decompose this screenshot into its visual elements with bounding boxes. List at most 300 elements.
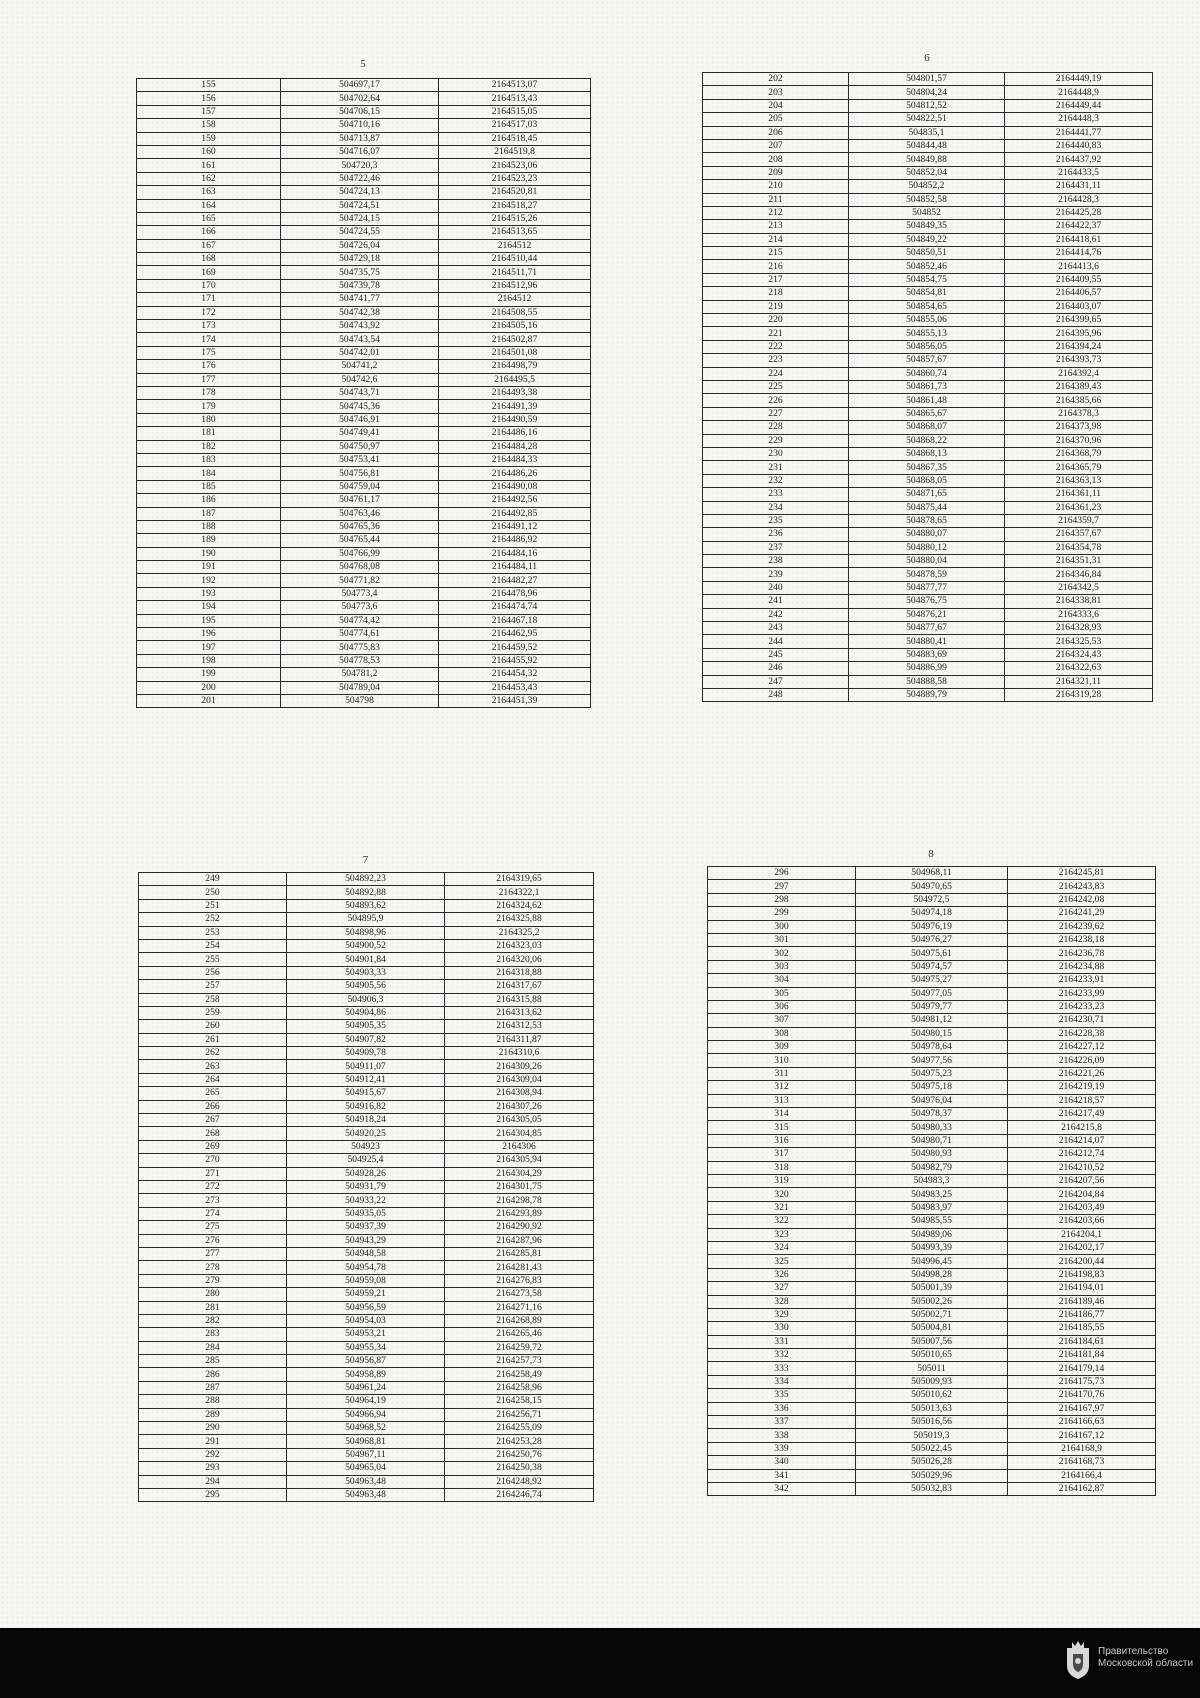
point-number-cell: 330 [708, 1322, 856, 1335]
point-number-cell: 314 [708, 1108, 856, 1121]
y-coordinate-cell: 2164306 [445, 1140, 594, 1153]
y-coordinate-cell: 2164361,23 [1005, 501, 1153, 514]
point-number-cell: 197 [137, 641, 281, 654]
table-row [703, 541, 1153, 554]
x-coordinate-cell: 504854,75 [849, 273, 1005, 286]
point-number-cell: 196 [137, 628, 281, 641]
y-coordinate-cell: 2164175,73 [1008, 1375, 1156, 1388]
table-row [139, 1408, 594, 1421]
x-coordinate-cell: 504724,15 [281, 212, 439, 225]
table-row [703, 153, 1153, 166]
point-number-cell: 186 [137, 494, 281, 507]
y-coordinate-cell: 2164518,27 [439, 199, 591, 212]
point-number-cell: 224 [703, 367, 849, 380]
point-number-cell: 298 [708, 893, 856, 906]
table-row [137, 480, 591, 493]
table-row [703, 447, 1153, 460]
point-number-cell: 305 [708, 987, 856, 1000]
y-coordinate-cell: 2164268,89 [445, 1314, 594, 1327]
y-coordinate-cell: 2164204,84 [1008, 1188, 1156, 1201]
table-row [137, 561, 591, 574]
x-coordinate-cell: 504943,29 [287, 1234, 445, 1247]
y-coordinate-cell: 2164359,7 [1005, 514, 1153, 527]
x-coordinate-cell: 505010,65 [856, 1349, 1008, 1362]
y-coordinate-cell: 2164287,96 [445, 1234, 594, 1247]
point-number-cell: 215 [703, 247, 849, 260]
table-row [139, 1033, 594, 1046]
table-row [708, 1094, 1156, 1107]
x-coordinate-cell: 505010,62 [856, 1389, 1008, 1402]
table-row [137, 306, 591, 319]
x-coordinate-cell: 505019,3 [856, 1429, 1008, 1442]
x-coordinate-cell: 504761,17 [281, 494, 439, 507]
x-coordinate-cell: 504855,13 [849, 327, 1005, 340]
point-number-cell: 242 [703, 608, 849, 621]
point-number-cell: 276 [139, 1234, 287, 1247]
y-coordinate-cell: 2164214,07 [1008, 1134, 1156, 1147]
table-row [139, 1073, 594, 1086]
point-number-cell: 156 [137, 92, 281, 105]
y-coordinate-cell: 2164440,83 [1005, 139, 1153, 152]
x-coordinate-cell: 505001,39 [856, 1282, 1008, 1295]
x-coordinate-cell: 504750,97 [281, 440, 439, 453]
y-coordinate-cell: 2164484,33 [439, 453, 591, 466]
x-coordinate-cell: 504778,53 [281, 654, 439, 667]
point-number-cell: 283 [139, 1328, 287, 1341]
y-coordinate-cell: 2164217,49 [1008, 1108, 1156, 1121]
x-coordinate-cell: 504878,59 [849, 568, 1005, 581]
y-coordinate-cell: 2164515,05 [439, 105, 591, 118]
x-coordinate-cell: 504774,42 [281, 614, 439, 627]
point-number-cell: 311 [708, 1067, 856, 1080]
point-number-cell: 182 [137, 440, 281, 453]
x-coordinate-cell: 504880,41 [849, 635, 1005, 648]
point-number-cell: 178 [137, 386, 281, 399]
table-row [703, 608, 1153, 621]
table-row [703, 514, 1153, 527]
table-row [137, 467, 591, 480]
table-row [139, 953, 594, 966]
table-row [703, 354, 1153, 367]
point-number-cell: 210 [703, 180, 849, 193]
table-row [137, 601, 591, 614]
y-coordinate-cell: 2164315,88 [445, 993, 594, 1006]
point-number-cell: 231 [703, 461, 849, 474]
point-number-cell: 227 [703, 407, 849, 420]
table-row [139, 1140, 594, 1153]
table-row [703, 380, 1153, 393]
point-number-cell: 239 [703, 568, 849, 581]
x-coordinate-cell: 504920,25 [287, 1127, 445, 1140]
point-number-cell: 307 [708, 1014, 856, 1027]
table-row [703, 675, 1153, 688]
page-6-block [702, 52, 1152, 752]
point-number-cell: 278 [139, 1261, 287, 1274]
x-coordinate-cell: 504710,16 [281, 119, 439, 132]
table-row [703, 273, 1153, 286]
y-coordinate-cell: 2164354,78 [1005, 541, 1153, 554]
point-number-cell: 249 [139, 873, 287, 886]
table-row [139, 1207, 594, 1220]
x-coordinate-cell: 504876,75 [849, 595, 1005, 608]
table-row [139, 913, 594, 926]
point-number-cell: 218 [703, 287, 849, 300]
point-number-cell: 256 [139, 966, 287, 979]
y-coordinate-cell: 2164449,44 [1005, 99, 1153, 112]
y-coordinate-cell: 2164204,1 [1008, 1228, 1156, 1241]
x-coordinate-cell: 504781,2 [281, 668, 439, 681]
table-row [137, 614, 591, 627]
page-number: 7 [362, 854, 369, 866]
x-coordinate-cell: 504822,51 [849, 113, 1005, 126]
point-number-cell: 194 [137, 601, 281, 614]
y-coordinate-cell: 2164363,13 [1005, 474, 1153, 487]
x-coordinate-cell: 504801,57 [849, 73, 1005, 86]
table-row [139, 1060, 594, 1073]
point-number-cell: 324 [708, 1241, 856, 1254]
table-row [137, 520, 591, 533]
y-coordinate-cell: 2164258,15 [445, 1395, 594, 1408]
y-coordinate-cell: 2164418,61 [1005, 233, 1153, 246]
x-coordinate-cell: 504861,73 [849, 380, 1005, 393]
x-coordinate-cell: 504892,88 [287, 886, 445, 899]
table-row [139, 1114, 594, 1127]
point-number-cell: 303 [708, 960, 856, 973]
point-number-cell: 161 [137, 159, 281, 172]
y-coordinate-cell: 2164510,44 [439, 253, 591, 266]
point-number-cell: 280 [139, 1288, 287, 1301]
y-coordinate-cell: 2164250,38 [445, 1462, 594, 1475]
table-row [137, 547, 591, 560]
y-coordinate-cell: 2164373,98 [1005, 421, 1153, 434]
point-number-cell: 333 [708, 1362, 856, 1375]
x-coordinate-cell: 504743,54 [281, 333, 439, 346]
point-number-cell: 205 [703, 113, 849, 126]
table-row [139, 1180, 594, 1193]
y-coordinate-cell: 2164490,59 [439, 413, 591, 426]
point-number-cell: 320 [708, 1188, 856, 1201]
x-coordinate-cell: 504904,86 [287, 1006, 445, 1019]
point-number-cell: 173 [137, 320, 281, 333]
table-row [139, 1087, 594, 1100]
table-row [703, 635, 1153, 648]
table-row [139, 1234, 594, 1247]
y-coordinate-cell: 2164290,92 [445, 1221, 594, 1234]
table-row [708, 1027, 1156, 1040]
point-number-cell: 273 [139, 1194, 287, 1207]
table-row [708, 1469, 1156, 1482]
x-coordinate-cell: 504753,41 [281, 453, 439, 466]
point-number-cell: 316 [708, 1134, 856, 1147]
y-coordinate-cell: 2164255,09 [445, 1422, 594, 1435]
table-row [137, 413, 591, 426]
y-coordinate-cell: 2164179,14 [1008, 1362, 1156, 1375]
x-coordinate-cell: 504844,48 [849, 139, 1005, 152]
y-coordinate-cell: 2164517,03 [439, 119, 591, 132]
point-number-cell: 170 [137, 279, 281, 292]
point-number-cell: 181 [137, 427, 281, 440]
x-coordinate-cell: 504907,82 [287, 1033, 445, 1046]
x-coordinate-cell: 504925,4 [287, 1154, 445, 1167]
y-coordinate-cell: 2164271,16 [445, 1301, 594, 1314]
x-coordinate-cell: 504868,07 [849, 421, 1005, 434]
point-number-cell: 323 [708, 1228, 856, 1241]
x-coordinate-cell: 504854,65 [849, 300, 1005, 313]
x-coordinate-cell: 504720,3 [281, 159, 439, 172]
y-coordinate-cell: 2164309,04 [445, 1073, 594, 1086]
x-coordinate-cell: 504852,2 [849, 180, 1005, 193]
table-row [139, 993, 594, 1006]
point-number-cell: 237 [703, 541, 849, 554]
y-coordinate-cell: 2164285,81 [445, 1247, 594, 1260]
x-coordinate-cell: 505004,81 [856, 1322, 1008, 1335]
x-coordinate-cell: 504976,19 [856, 920, 1008, 933]
y-coordinate-cell: 2164238,18 [1008, 933, 1156, 946]
y-coordinate-cell: 2164218,57 [1008, 1094, 1156, 1107]
point-number-cell: 240 [703, 581, 849, 594]
x-coordinate-cell: 504958,89 [287, 1368, 445, 1381]
x-coordinate-cell: 504871,65 [849, 488, 1005, 501]
x-coordinate-cell: 504759,04 [281, 480, 439, 493]
x-coordinate-cell: 504855,06 [849, 314, 1005, 327]
table-row [139, 1368, 594, 1381]
y-coordinate-cell: 2164230,71 [1008, 1014, 1156, 1027]
table-row [703, 327, 1153, 340]
table-row [703, 193, 1153, 206]
x-coordinate-cell: 504909,78 [287, 1047, 445, 1060]
table-row [139, 1247, 594, 1260]
y-coordinate-cell: 2164310,6 [445, 1047, 594, 1060]
y-coordinate-cell: 2164168,73 [1008, 1456, 1156, 1469]
x-coordinate-cell: 505011 [856, 1362, 1008, 1375]
table-row [139, 1381, 594, 1394]
x-coordinate-cell: 504742,01 [281, 346, 439, 359]
table-row [703, 407, 1153, 420]
x-coordinate-cell: 504983,97 [856, 1201, 1008, 1214]
point-number-cell: 184 [137, 467, 281, 480]
point-number-cell: 158 [137, 119, 281, 132]
table-row [708, 1067, 1156, 1080]
table-row [137, 92, 591, 105]
y-coordinate-cell: 2164333,6 [1005, 608, 1153, 621]
y-coordinate-cell: 2164228,38 [1008, 1027, 1156, 1040]
table-row [137, 119, 591, 132]
table-row [708, 1134, 1156, 1147]
x-coordinate-cell: 504981,12 [856, 1014, 1008, 1027]
y-coordinate-cell: 2164167,12 [1008, 1429, 1156, 1442]
x-coordinate-cell: 504905,56 [287, 980, 445, 993]
point-number-cell: 296 [708, 867, 856, 880]
table-row [139, 1475, 594, 1488]
coordinates-table [702, 72, 1153, 702]
x-coordinate-cell: 504868,05 [849, 474, 1005, 487]
table-row [137, 628, 591, 641]
x-coordinate-cell: 504977,05 [856, 987, 1008, 1000]
table-row [708, 1108, 1156, 1121]
x-coordinate-cell: 504983,25 [856, 1188, 1008, 1201]
point-number-cell: 252 [139, 913, 287, 926]
y-coordinate-cell: 2164393,73 [1005, 354, 1153, 367]
x-coordinate-cell: 504739,78 [281, 279, 439, 292]
point-number-cell: 247 [703, 675, 849, 688]
x-coordinate-cell: 504888,58 [849, 675, 1005, 688]
point-number-cell: 183 [137, 453, 281, 466]
y-coordinate-cell: 2164491,39 [439, 400, 591, 413]
x-coordinate-cell: 504716,07 [281, 145, 439, 158]
y-coordinate-cell: 2164215,8 [1008, 1121, 1156, 1134]
y-coordinate-cell: 2164451,39 [439, 694, 591, 707]
y-coordinate-cell: 2164189,46 [1008, 1295, 1156, 1308]
point-number-cell: 213 [703, 220, 849, 233]
y-coordinate-cell: 2164361,11 [1005, 488, 1153, 501]
point-number-cell: 291 [139, 1435, 287, 1448]
y-coordinate-cell: 2164281,43 [445, 1261, 594, 1274]
point-number-cell: 322 [708, 1215, 856, 1228]
x-coordinate-cell: 504724,55 [281, 226, 439, 239]
coat-of-arms-icon [1064, 1640, 1092, 1680]
y-coordinate-cell: 2164234,88 [1008, 960, 1156, 973]
y-coordinate-cell: 2164523,06 [439, 159, 591, 172]
table-row [708, 1362, 1156, 1375]
table-row [703, 139, 1153, 152]
point-number-cell: 261 [139, 1033, 287, 1046]
table-row [137, 574, 591, 587]
point-number-cell: 207 [703, 139, 849, 152]
coordinates-table [136, 78, 591, 708]
x-coordinate-cell: 504906,3 [287, 993, 445, 1006]
y-coordinate-cell: 2164304,85 [445, 1127, 594, 1140]
point-number-cell: 254 [139, 939, 287, 952]
x-coordinate-cell: 504905,35 [287, 1020, 445, 1033]
table-row [708, 1456, 1156, 1469]
x-coordinate-cell: 504980,33 [856, 1121, 1008, 1134]
table-row [708, 907, 1156, 920]
y-coordinate-cell: 2164226,09 [1008, 1054, 1156, 1067]
point-number-cell: 299 [708, 907, 856, 920]
point-number-cell: 289 [139, 1408, 287, 1421]
x-coordinate-cell: 504967,11 [287, 1448, 445, 1461]
x-coordinate-cell: 505029,96 [856, 1469, 1008, 1482]
x-coordinate-cell: 504724,13 [281, 186, 439, 199]
point-number-cell: 157 [137, 105, 281, 118]
y-coordinate-cell: 2164495,5 [439, 373, 591, 386]
x-coordinate-cell: 504883,69 [849, 648, 1005, 661]
y-coordinate-cell: 2164210,52 [1008, 1161, 1156, 1174]
point-number-cell: 193 [137, 587, 281, 600]
table-row [708, 1255, 1156, 1268]
table-row [139, 873, 594, 886]
x-coordinate-cell: 504982,79 [856, 1161, 1008, 1174]
point-number-cell: 201 [137, 694, 281, 707]
point-number-cell: 255 [139, 953, 287, 966]
table-row [137, 320, 591, 333]
point-number-cell: 195 [137, 614, 281, 627]
y-coordinate-cell: 2164219,19 [1008, 1081, 1156, 1094]
point-number-cell: 277 [139, 1247, 287, 1260]
x-coordinate-cell: 504868,22 [849, 434, 1005, 447]
y-coordinate-cell: 2164184,61 [1008, 1335, 1156, 1348]
x-coordinate-cell: 504980,15 [856, 1027, 1008, 1040]
x-coordinate-cell: 504789,04 [281, 681, 439, 694]
y-coordinate-cell: 2164478,96 [439, 587, 591, 600]
y-coordinate-cell: 2164492,85 [439, 507, 591, 520]
table-row [708, 1201, 1156, 1214]
x-coordinate-cell: 504916,82 [287, 1100, 445, 1113]
coordinates-table [707, 866, 1156, 1496]
y-coordinate-cell: 2164437,92 [1005, 153, 1153, 166]
y-coordinate-cell: 2164185,55 [1008, 1322, 1156, 1335]
y-coordinate-cell: 2164304,29 [445, 1167, 594, 1180]
table-row [708, 1188, 1156, 1201]
point-number-cell: 229 [703, 434, 849, 447]
table-row [708, 1442, 1156, 1455]
y-coordinate-cell: 2164370,96 [1005, 434, 1153, 447]
x-coordinate-cell: 504935,05 [287, 1207, 445, 1220]
point-number-cell: 338 [708, 1429, 856, 1442]
y-coordinate-cell: 2164256,71 [445, 1408, 594, 1421]
table-row [137, 534, 591, 547]
table-row [139, 980, 594, 993]
table-row [139, 1006, 594, 1019]
y-coordinate-cell: 2164490,08 [439, 480, 591, 493]
point-number-cell: 228 [703, 421, 849, 434]
x-coordinate-cell: 504856,05 [849, 340, 1005, 353]
table-row [708, 1375, 1156, 1388]
x-coordinate-cell: 505013,63 [856, 1402, 1008, 1415]
y-coordinate-cell: 2164493,38 [439, 386, 591, 399]
point-number-cell: 155 [137, 79, 281, 92]
x-coordinate-cell: 504976,04 [856, 1094, 1008, 1107]
x-coordinate-cell: 505007,56 [856, 1335, 1008, 1348]
y-coordinate-cell: 2164258,49 [445, 1368, 594, 1381]
table-row [139, 1422, 594, 1435]
x-coordinate-cell: 504912,41 [287, 1073, 445, 1086]
table-row [708, 1282, 1156, 1295]
point-number-cell: 251 [139, 899, 287, 912]
point-number-cell: 236 [703, 528, 849, 541]
point-number-cell: 284 [139, 1341, 287, 1354]
page-8-block [707, 848, 1155, 1548]
table-row [708, 1148, 1156, 1161]
table-row [137, 145, 591, 158]
y-coordinate-cell: 2164508,55 [439, 306, 591, 319]
point-number-cell: 172 [137, 306, 281, 319]
point-number-cell: 187 [137, 507, 281, 520]
point-number-cell: 306 [708, 1000, 856, 1013]
table-row [708, 1482, 1156, 1495]
x-coordinate-cell: 504861,48 [849, 394, 1005, 407]
point-number-cell: 328 [708, 1295, 856, 1308]
y-coordinate-cell: 2164454,32 [439, 668, 591, 681]
point-number-cell: 275 [139, 1221, 287, 1234]
table-row [137, 507, 591, 520]
point-number-cell: 317 [708, 1148, 856, 1161]
point-number-cell: 329 [708, 1308, 856, 1321]
table-row [139, 1301, 594, 1314]
y-coordinate-cell: 2164467,18 [439, 614, 591, 627]
x-coordinate-cell: 504749,41 [281, 427, 439, 440]
x-coordinate-cell: 504722,46 [281, 172, 439, 185]
y-coordinate-cell: 2164399,65 [1005, 314, 1153, 327]
y-coordinate-cell: 2164486,92 [439, 534, 591, 547]
x-coordinate-cell: 504968,81 [287, 1435, 445, 1448]
table-row [139, 1261, 594, 1274]
table-row [137, 159, 591, 172]
y-coordinate-cell: 2164227,12 [1008, 1041, 1156, 1054]
x-coordinate-cell: 504983,3 [856, 1174, 1008, 1187]
x-coordinate-cell: 504852,58 [849, 193, 1005, 206]
table-row [703, 421, 1153, 434]
